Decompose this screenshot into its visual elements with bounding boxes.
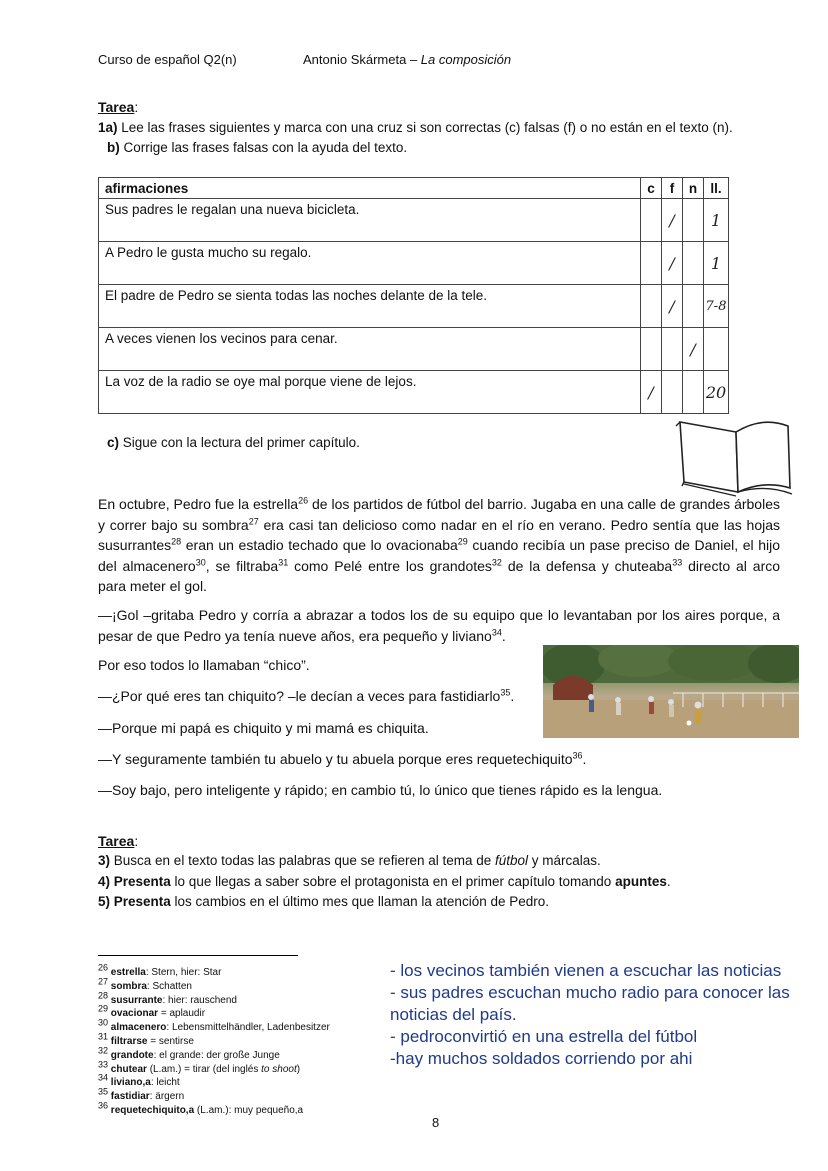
mark-f[interactable]: /	[662, 285, 683, 328]
col-header: afirmaciones	[99, 178, 641, 199]
note-line: - sus padres escuchan mucho radio para conocer las noticias del país.	[390, 983, 790, 1024]
mark-n[interactable]: /	[683, 328, 704, 371]
statement-cell: A Pedro le gusta mucho su regalo.	[99, 242, 641, 285]
statement-cell: Sus padres le regalan una nueva bicicleta.	[99, 199, 641, 242]
task-4: 4) Presenta lo que llegas a saber sobre el protagonista en el primer capítulo tomando apuntes.	[98, 874, 671, 889]
table-header-row	[99, 178, 729, 199]
book-icon	[672, 410, 794, 500]
footnotes	[98, 962, 330, 1118]
footnote: $^{36}$ requetechiquito,a (L.am.): muy pequeño,a	[98, 1100, 304, 1116]
col-header: n	[683, 178, 704, 199]
mark-c[interactable]	[641, 285, 662, 328]
note-line: -hay muchos soldados corriendo por ahi	[390, 1049, 693, 1068]
note-line: - los vecinos también vienen a escuchar las noticias	[390, 961, 782, 980]
task-5: 5) Presenta los cambios en el último mes que llaman la atención de Pedro.	[98, 894, 550, 909]
table-row	[99, 199, 729, 242]
reading-paragraph-3: Por eso todos lo llamaban “chico”.	[98, 657, 310, 673]
football-photo	[543, 645, 799, 738]
reading-paragraph-7: —Soy bajo, pero inteligente y rápido; en cambio tú, lo único que tienes rápido es la lengua.	[98, 782, 663, 798]
reading-paragraph-2: —¡Gol –gritaba Pedro y corría a abrazar a todos los de su equipo que lo levantaban por los aires porque, a pesar de que Pedro ya tenía nueve años, era pequeño y liviano$^{34}$.	[98, 607, 780, 644]
task-1a: 1a) Lee las frases siguientes y marca con una cruz si son correctas (c) falsas (f) o no están en el texto (n).	[98, 120, 733, 135]
col-header: ll.	[704, 178, 729, 199]
footnote: $^{31}$ filtrarse = sentirse	[98, 1031, 194, 1047]
footnote: $^{33}$ chutear (L.am.) = tirar (del inglés to shoot)	[98, 1059, 301, 1075]
mark-n[interactable]	[683, 371, 704, 414]
footnote: $^{30}$ almacenero: Lebensmittelhändler, Ladenbesitzer	[98, 1017, 330, 1034]
line-ref[interactable]: 1	[704, 242, 729, 285]
line-ref[interactable]: 1	[704, 199, 729, 242]
line-ref[interactable]: 7-8	[704, 285, 729, 328]
mark-f[interactable]	[662, 371, 683, 414]
mark-n[interactable]	[683, 285, 704, 328]
task-3: 3) Busca en el texto todas las palabras que se refieren al tema de fútbol y márcalas.	[98, 853, 601, 868]
statements-table	[98, 177, 729, 414]
footnote: $^{28}$ susurrante: hier: rauschend	[98, 990, 237, 1006]
line-ref[interactable]: 20	[704, 371, 729, 414]
page-header	[98, 52, 512, 67]
typed-notes[interactable]	[390, 960, 790, 1070]
reading-paragraph-5: —Porque mi papá es chiquito y mi mamá es chiquita.	[98, 720, 429, 736]
mark-f[interactable]: /	[662, 242, 683, 285]
table-row	[99, 371, 729, 414]
reading-paragraph-4: —¿Por qué eres tan chiquito? –le decían a veces para fastidiarlo$^{35}$.	[98, 687, 515, 704]
footnote: $^{35}$ fastidiar: ärgern	[98, 1086, 185, 1103]
footnote: $^{32}$ grandote: el grande: der große Junge	[98, 1045, 280, 1061]
statement-cell: La voz de la radio se oye mal porque viene de lejos.	[99, 371, 641, 414]
footnote: $^{27}$ sombra: Schatten	[98, 976, 192, 992]
task-c: c) Sigue con la lectura del primer capítulo.	[107, 435, 360, 450]
footnote: $^{29}$ ovacionar = aplaudir	[98, 1004, 206, 1020]
course-title: Curso de español Q2(n)	[98, 52, 237, 67]
note-line: - pedroconvirtió en una estrella del fútbol	[390, 1027, 698, 1046]
col-header: c	[641, 178, 662, 199]
task-1b: b) Corrige las frases falsas con la ayuda del texto.	[107, 140, 408, 155]
mark-f[interactable]	[662, 328, 683, 371]
col-header: f	[662, 178, 683, 199]
table-row	[99, 328, 729, 371]
mark-c[interactable]	[641, 328, 662, 371]
footnote: $^{34}$ liviano,a: leicht	[98, 1073, 180, 1089]
mark-c[interactable]	[641, 242, 662, 285]
reading-paragraph-6: —Y seguramente también tu abuelo y tu abuela porque eres requetechiquito$^{36}$.	[98, 750, 587, 767]
task-heading-2: Tarea:	[98, 833, 139, 849]
mark-c[interactable]: /	[641, 371, 662, 414]
table-row	[99, 242, 729, 285]
reading-paragraph-1: En octubre, Pedro fue la estrella$^{26}$ de los partidos de fútbol del barrio. Jugaba en una calle de grandes árboles y correr bajo su sombra$^{27}$ era casi tan delicioso como nadar en el río en verano. Pedro sentía que las hojas susurrantes$^{28}$ eran un estadio techado que lo ovacionaba$^{29}$ cuando recibía un pase preciso de Daniel, el hijo del almacenero$^{30}$, se filtraba$^{31}$ como Pelé entre los grandotes$^{32}$ de la defensa y chuteaba$^{33}$ directo al arco para meter el gol.	[98, 495, 781, 594]
line-ref[interactable]	[704, 328, 729, 371]
work-title: Antonio Skármeta – La composición	[303, 52, 512, 67]
statement-cell: A veces vienen los vecinos para cenar.	[99, 328, 641, 371]
mark-n[interactable]	[683, 199, 704, 242]
footnote-separator	[98, 955, 298, 956]
statement-cell: El padre de Pedro se sienta todas las noches delante de la tele.	[99, 285, 641, 328]
page-number: 8	[432, 1115, 440, 1130]
footnote: $^{26}$ estrella: Stern, hier: Star	[98, 962, 222, 978]
mark-f[interactable]: /	[662, 199, 683, 242]
mark-c[interactable]	[641, 199, 662, 242]
table-row	[99, 285, 729, 328]
mark-n[interactable]	[683, 242, 704, 285]
task-heading-1: Tarea:	[98, 99, 139, 115]
